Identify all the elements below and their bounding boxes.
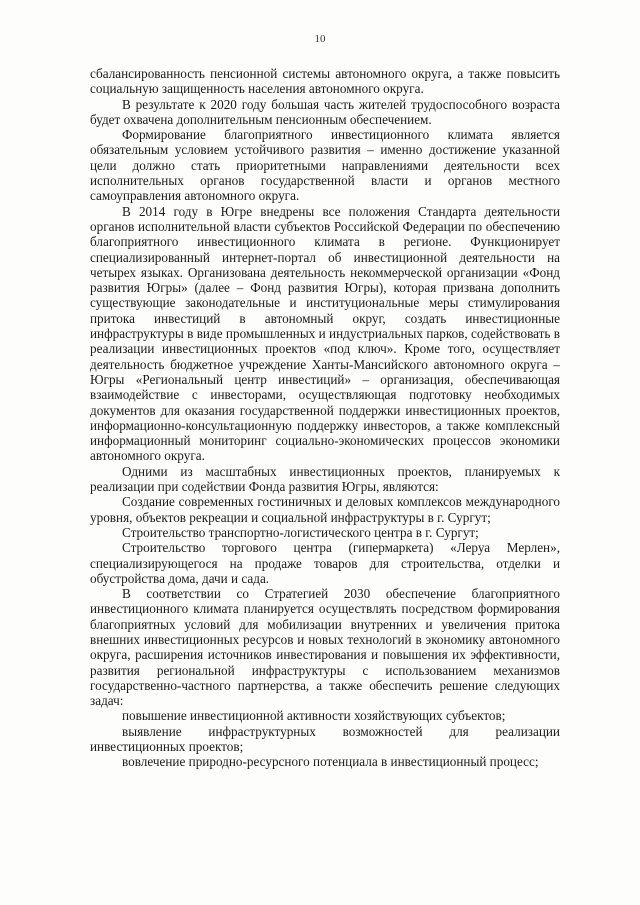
paragraph: сбалансированность пенсионной системы автономного округа, а также повысить социальную защищенность населения автономного округа. <box>90 66 560 97</box>
list-item: Строительство транспортно-логистического центра в г. Сургут; <box>122 524 479 540</box>
paragraph: В результате к 2020 году большая часть жителей трудоспособного возраста будет охвачена дополнительным пенсионным обеспечением. <box>90 96 560 127</box>
list-item: выявление инфраструктурных возможностей для реализации инвестиционных проектов; <box>90 723 560 755</box>
page-number: 10 <box>314 33 326 45</box>
list-item: вовлечение природно-ресурсного потенциала в инвестиционный процесс; <box>122 754 539 770</box>
list-item: повышение инвестиционной активности хозяйствующих субъектов; <box>122 708 506 724</box>
list-item: Создание современных гостиничных и деловых комплексов международного уровня, объектов рекреации и социальной инфраструктуры в г. Сургут; <box>90 494 560 525</box>
paragraph: Формирование благоприятного инвестиционного климата является обязательным условием устойчивого развития – именно достижение указанной цели должно стать приоритетными направлениями деятельности всех исполнительных органов государственной власти и органов местного самоуправления автономного округа. <box>90 127 560 204</box>
document-body <box>90 66 560 770</box>
paragraph: В 2014 году в Югре внедрены все положения Стандарта деятельности органов исполнительной власти субъектов Российской Федерации по обеспечению благоприятного инвестиционного климата в регионе. Функционирует специализированный интернет-портал об инвестиционной деятельности на четырех языках. Организована деятельность некоммерческой организации «Фонд развития Югры» (далее – Фонд развития Югры), которая призвана дополнить существующие законодательные и институциональные меры стимулирования притока инвестиций в автономный округ, создать инвестиционные инфраструктуры в виде промышленных и индустриальных парков, содействовать в реализации инвестиционных проектов «под ключ». Кроме того, осуществляет деятельность бюджетное учреждение Ханты-Мансийского автономного округа – Югры «Региональный центр инвестиций» – организация, обеспечивающая взаимодействие с инвесторами, осуществляющая подготовку необходимых документов для оказания государственной поддержки инвестиционных проектов, информационно-консультационную поддержку инвесторов, а также комплексный информационный мониторинг социально-экономических процессов экономики автономного округа. <box>90 203 560 464</box>
paragraph: Одними из масштабных инвестиционных проектов, планируемых к реализации при содействии Фонда развития Югры, являются: <box>90 463 560 495</box>
list-item: Строительство торгового центра (гипермаркета) «Леруа Мерлен», специализирующегося на продаже товаров для строительства, отделки и обустройства дома, дачи и сада. <box>90 540 560 586</box>
paragraph: В соответствии со Стратегией 2030 обеспечение благоприятного инвестиционного климата планируется осуществлять посредством формирования благоприятных условий для мобилизации внутренних и увеличения притока внешних инвестиционных ресурсов и новых технологий в экономику автономного округа, расширения источников инвестирования и повышения их эффективности, развития региональной инфраструктуры с использованием механизмов государственно-частного партнерства, а также обеспечить решение следующих задач: <box>90 586 560 709</box>
